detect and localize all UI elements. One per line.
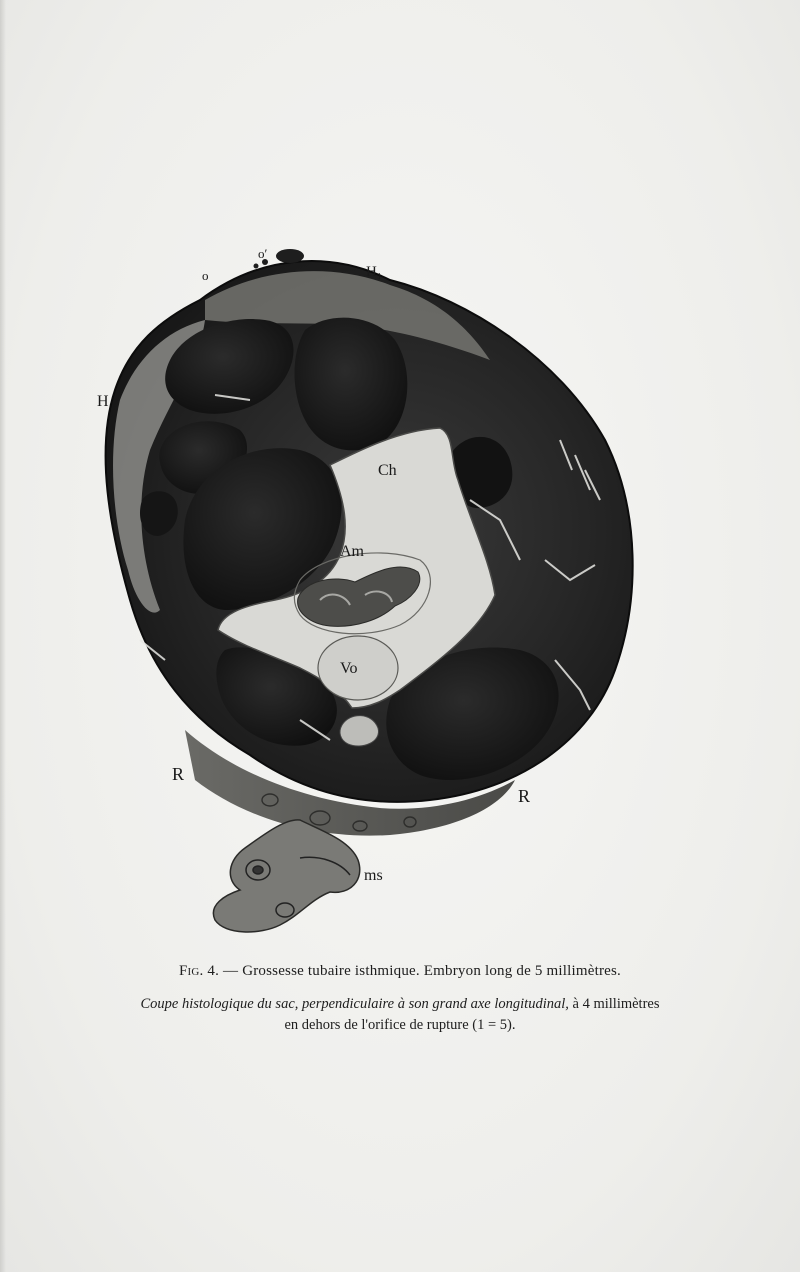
label-vo: Vo — [340, 660, 358, 677]
label-r-right: R — [518, 786, 531, 806]
caption-title: Grossesse tubaire isthmique. Embryon long de 5 millimètres. — [242, 963, 622, 979]
nodule-small-2 — [254, 264, 259, 269]
yolk-sac — [318, 636, 398, 700]
label-ms: ms — [364, 867, 383, 884]
label-r-left: R — [172, 764, 185, 784]
label-h: H — [97, 393, 109, 410]
caption-italic-part: Coupe histologique du sac, perpendiculaire à son grand axe longitudinal, — [140, 996, 569, 1012]
label-o-prime: o′ — [258, 246, 268, 261]
nodule-o-prime — [276, 249, 304, 263]
figure-caption-description — [60, 994, 740, 1036]
bottom-nub — [340, 716, 379, 746]
mesosalpinx — [213, 820, 359, 932]
caption-line2-rest: à 4 millimètres — [568, 996, 660, 1012]
figure-caption-title — [60, 963, 740, 980]
label-h1: H₁ — [366, 264, 383, 280]
figure-number: Fig. 4. — [178, 963, 220, 979]
label-am: Am — [340, 543, 364, 560]
label-o: o — [202, 268, 209, 283]
caption-line3: en dehors de l'orifice de rupture (1 = 5). — [284, 1017, 516, 1033]
caption-dash: — — [219, 963, 243, 979]
label-ch: Ch — [378, 462, 397, 479]
